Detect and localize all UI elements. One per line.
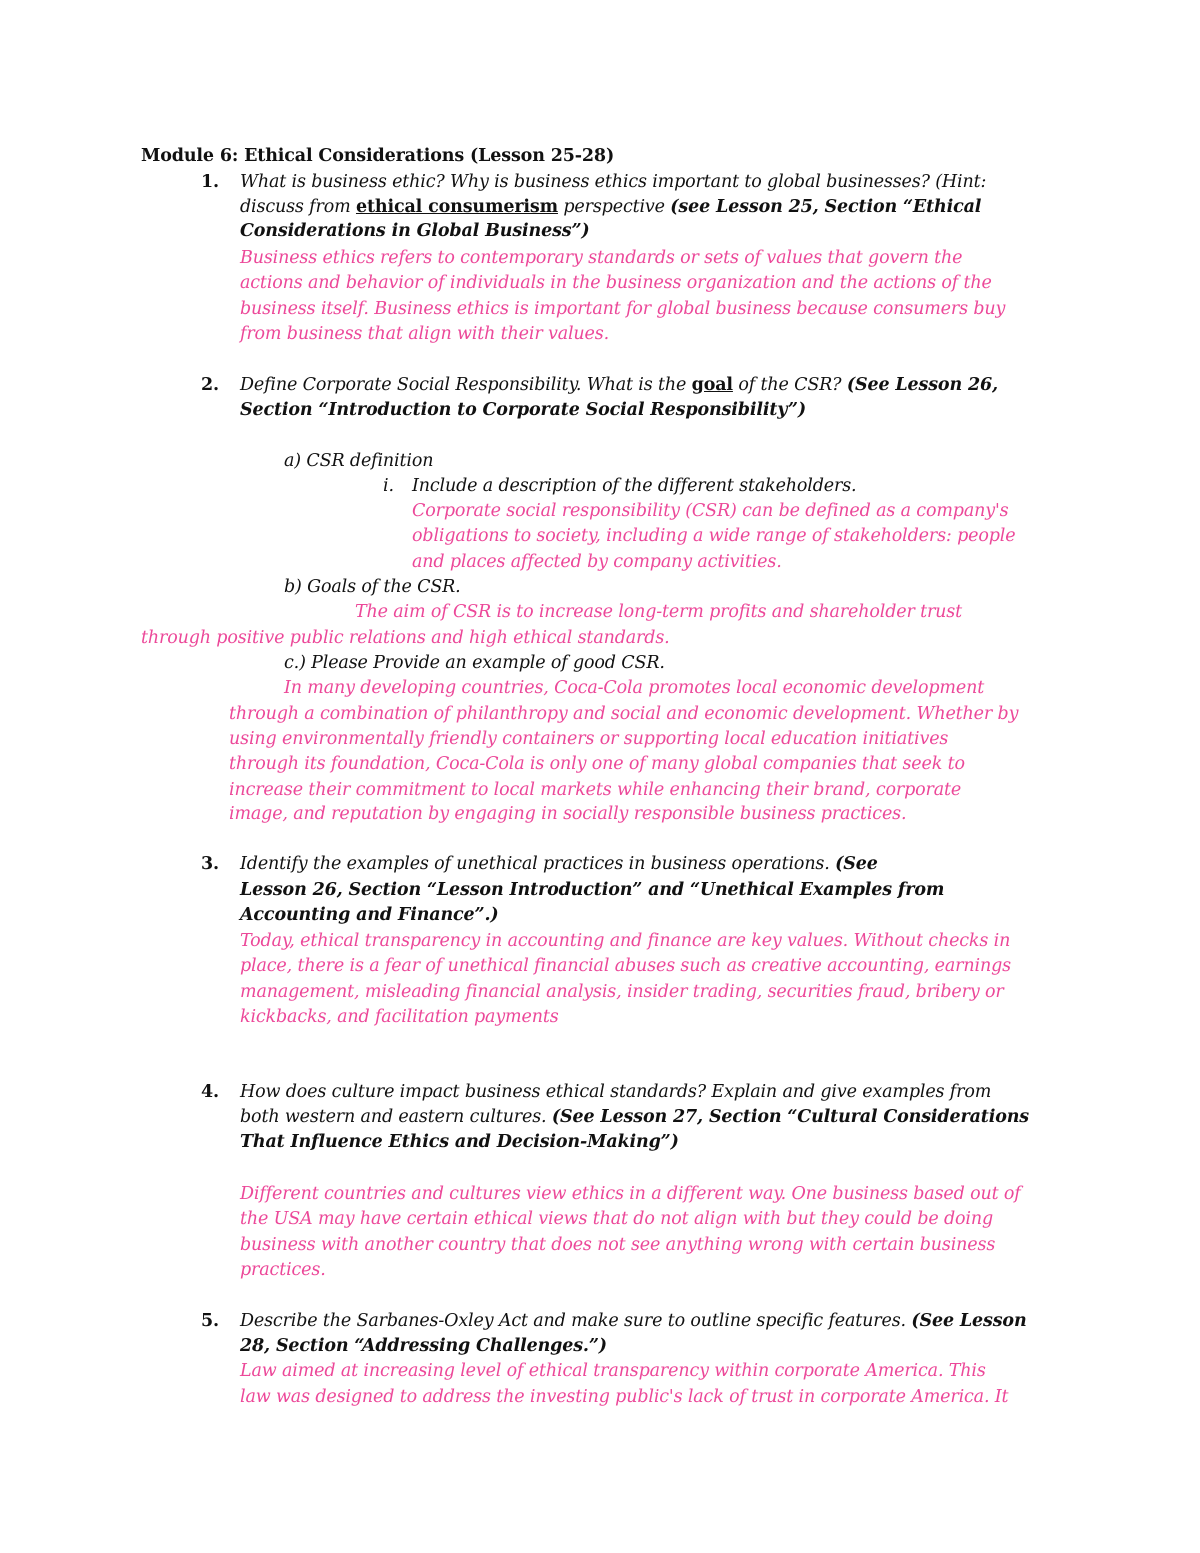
question-3-reference-cont-1: Lesson 26, Section “Lesson Introduction” and “Unethical Examples from: [240, 880, 945, 900]
question-1-reference-cont: Considerations in Global Business”): [240, 221, 590, 241]
answer-3-line-1: Today, ethical transparency in accounting and finance are key values. Without checks in: [240, 931, 1011, 951]
question-5-reference: (See Lesson: [911, 1311, 1027, 1331]
answer-2a-line-3: and places affected by company activities.: [412, 552, 782, 572]
answer-4-line-2: the USA may have certain ethical views that do not align with but they could be doing: [240, 1209, 994, 1229]
question-4-line-1: How does culture impact business ethical standards? Explain and give examples from: [240, 1082, 992, 1102]
question-2-text: Define Corporate Social Responsibility. What is the: [240, 375, 692, 395]
question-3-number: 3.: [201, 854, 219, 874]
answer-2a-line-1: Corporate social responsibility (CSR) can be defined as a company's: [412, 501, 1009, 521]
question-4-number: 4.: [201, 1082, 219, 1102]
question-1-number: 1.: [201, 172, 219, 192]
question-1-line-1: What is business ethic? Why is business ethics important to global businesses? (Hint:: [240, 172, 987, 192]
question-4-line-2: [240, 1105, 1029, 1129]
question-5-text: Describe the Sarbanes-Oxley Act and make sure to outline specific features.: [240, 1311, 912, 1331]
answer-3-line-3: management, misleading financial analysis, insider trading, securities fraud, bribery or: [240, 982, 1004, 1002]
question-2-sub-a-marker: i.: [383, 476, 394, 496]
answer-2c-line-4: through its foundation, Coca-Cola is only one of many global companies that seek to: [229, 754, 965, 774]
answer-2c-line-3: using environmentally friendly containers or supporting local education initiatives: [229, 729, 949, 749]
question-3-line-1: [240, 852, 878, 876]
question-3-reference: (See: [835, 854, 878, 874]
answer-2b-line-2: through positive public relations and high ethical standards.: [141, 628, 670, 648]
question-4-reference: (See Lesson 27, Section “Cultural Considerations: [551, 1107, 1029, 1127]
question-5-number: 5.: [201, 1311, 219, 1331]
answer-2c-line-2: through a combination of philanthropy and social and economic development. Whether by: [229, 704, 1019, 724]
question-2-line-1: [240, 373, 998, 397]
answer-3-line-4: kickbacks, and facilitation payments: [240, 1007, 559, 1027]
question-1-line-2: [240, 195, 981, 219]
answer-1-line-3: business itself. Business ethics is important for global business because consumers buy: [240, 299, 1006, 319]
question-2-reference: (See Lesson 26,: [846, 375, 998, 395]
question-2-text-mid: of the CSR?: [732, 375, 847, 395]
question-2-keyword: goal: [691, 375, 733, 395]
question-3-text: Identify the examples of unethical practices in business operations.: [240, 854, 836, 874]
question-1-text: discuss from: [240, 197, 356, 217]
question-5-reference-cont: 28, Section “Addressing Challenges.”): [240, 1336, 607, 1356]
answer-4-line-3: business with another country that does not see anything wrong with certain business: [240, 1235, 996, 1255]
answer-1-line-1: Business ethics refers to contemporary standards or sets of values that govern the: [240, 248, 963, 268]
answer-1-line-4: from business that align with their values.: [240, 324, 609, 344]
question-3-reference-cont-2: Accounting and Finance”.): [240, 905, 499, 925]
answer-5-line-1: Law aimed at increasing level of ethical transparency within corporate America. This: [240, 1361, 986, 1381]
question-4-text: both western and eastern cultures.: [240, 1107, 552, 1127]
question-5-line-1: [240, 1309, 1027, 1333]
answer-2c-line-5: increase their commitment to local markets while enhancing their brand, corporate: [229, 780, 962, 800]
answer-2c-line-6: image, and reputation by engaging in socially responsible business practices.: [229, 804, 907, 824]
question-1-reference: (see Lesson 25, Section “Ethical: [670, 197, 982, 217]
question-2-number: 2.: [201, 375, 219, 395]
answer-2c-line-1: In many developing countries, Coca-Cola promotes local economic development: [284, 678, 985, 698]
answer-1-line-2: actions and behavior of individuals in the business organization and the actions of the: [240, 273, 992, 293]
answer-5-line-2: law was designed to address the investing public's lack of trust in corporate America. It: [240, 1387, 1009, 1407]
answer-3-line-2: place, there is a fear of unethical financial abuses such as creative accounting, earnings: [240, 956, 1011, 976]
question-2-sub-a: a) CSR definition: [284, 451, 434, 471]
question-2-sub-c: c.) Please Provide an example of good CSR.: [284, 653, 665, 673]
question-2-sub-a-item: Include a description of the different stakeholders.: [412, 476, 857, 496]
answer-2a-line-2: obligations to society, including a wide range of stakeholders: people: [412, 526, 1016, 546]
answer-2b-line-1: The aim of CSR is to increase long-term profits and shareholder trust: [355, 602, 963, 622]
question-2-sub-b: b) Goals of the CSR.: [284, 577, 461, 597]
answer-4-line-1: Different countries and cultures view ethics in a different way. One business based out of: [240, 1184, 1021, 1204]
question-2-reference-cont: Section “Introduction to Corporate Social Responsibility”): [240, 400, 806, 420]
question-1-keyword: ethical consumerism: [355, 197, 558, 217]
module-heading: Module 6: Ethical Considerations (Lesson 25-28): [141, 146, 615, 166]
question-4-reference-cont: That Influence Ethics and Decision-Making”): [240, 1132, 679, 1152]
question-1-text-mid: perspective: [557, 197, 671, 217]
answer-4-line-4: practices.: [240, 1260, 326, 1280]
